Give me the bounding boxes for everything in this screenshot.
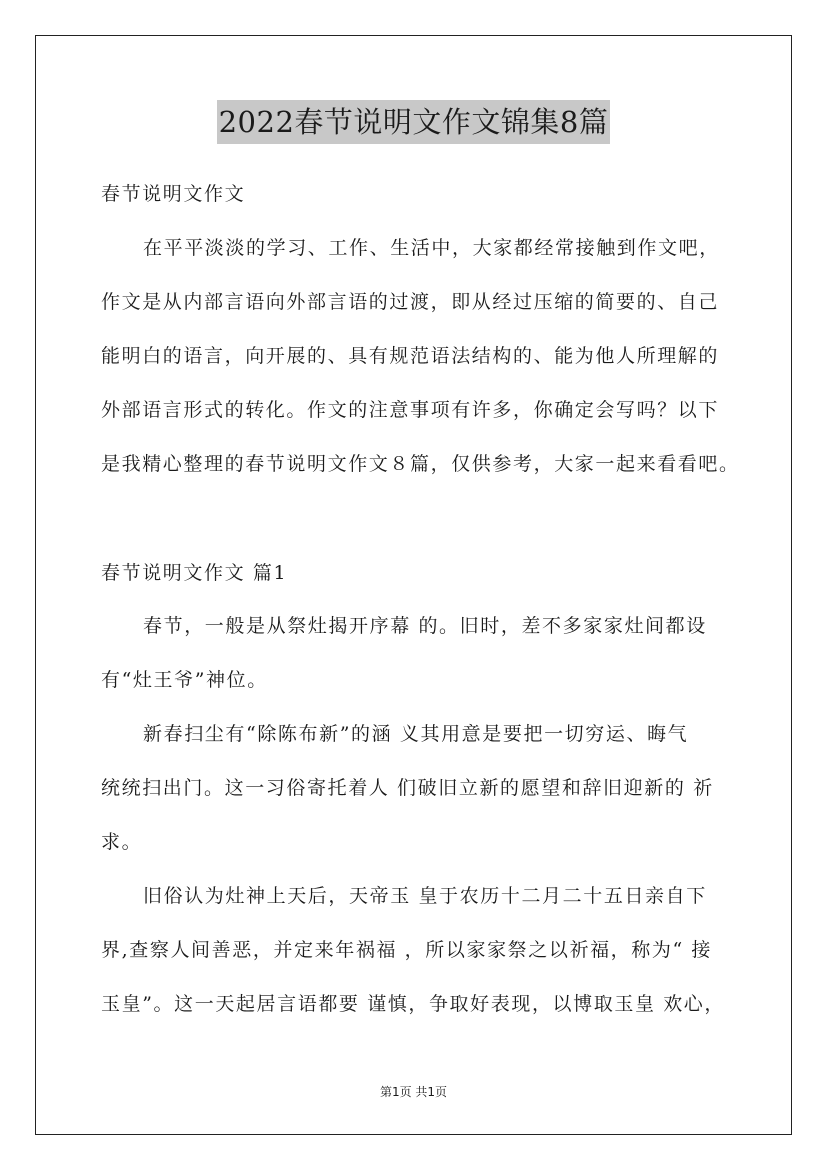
- part1-line-5: 求。: [101, 831, 143, 853]
- section-heading: 春节说明文作文: [101, 183, 246, 205]
- part1-line-8: 玉皇”。这一天起居言语都要 谨慎，争取好表现，以博取玉皇 欢心，: [101, 993, 725, 1015]
- title-container: [0, 100, 827, 144]
- part1-line-4: 统统扫出门。这一习俗寄托着人 们破旧立新的愿望和辞旧迎新的 祈: [101, 777, 714, 799]
- document-title: 2022春节说明文作文锦集8篇: [217, 100, 611, 144]
- part1-line-2: 有“灶王爷”神位。: [101, 669, 268, 691]
- intro-line-3: 能明白的语言，向开展的、具有规范语法结构的、能为他人所理解的: [101, 345, 720, 367]
- part1-line-3: 新春扫尘有“除陈布新”的涵 义其用意是要把一切穷运、晦气: [143, 723, 689, 745]
- part1-line-1: 春节，一般是从祭灶揭开序幕 的。旧时，差不多家家灶间都设: [143, 615, 707, 637]
- part1-line-7: 界,查察人间善恶，并定来年祸福 ，所以家家祭之以祈福，称为“ 接: [101, 939, 713, 961]
- page-footer: 第1页 共1页: [379, 1085, 448, 1099]
- intro-line-5: 是我精心整理的春节说明文作文８篇，仅供参考，大家一起来看看吧。: [101, 453, 740, 475]
- part1-line-6: 旧俗认为灶神上天后，天帝玉 皇于农历十二月二十五日亲自下: [143, 885, 707, 907]
- intro-line-1: 在平平淡淡的学习、工作、生活中，大家都经常接触到作文吧，: [143, 237, 720, 259]
- part1-heading: 春节说明文作文 篇1: [101, 562, 288, 584]
- intro-line-2: 作文是从内部言语向外部言语的过渡，即从经过压缩的简要的、自己: [101, 291, 720, 313]
- intro-line-4: 外部语言形式的转化。作文的注意事项有许多，你确定会写吗？以下: [101, 399, 720, 421]
